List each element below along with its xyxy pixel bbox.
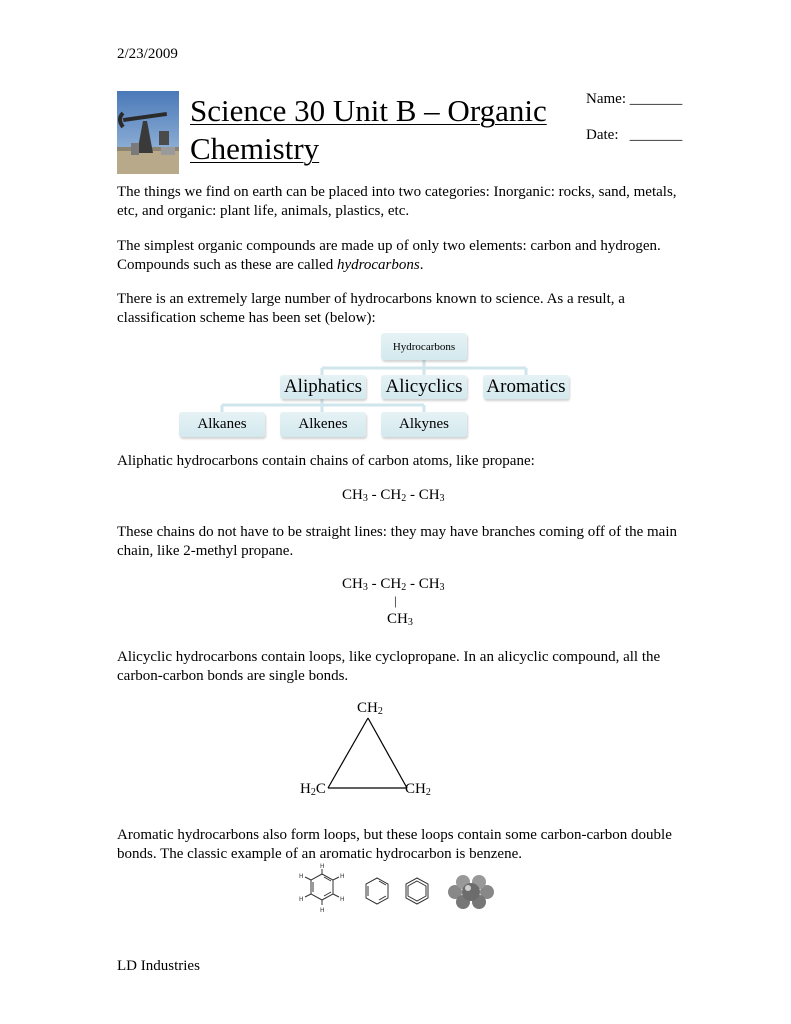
p2-end: . [419, 257, 424, 273]
paragraph-aliphatic: Aliphatic hydrocarbons contain chains of carbon atoms, like propane: [117, 453, 535, 469]
cp-right-sub: 2 [425, 787, 431, 798]
benzene-h-5: H [299, 896, 304, 903]
ch-b: CH [380, 487, 402, 503]
p2-emphasis: hydrocarbons [336, 257, 420, 273]
benzene-h-4: H [320, 907, 325, 914]
pumpjack-photo [117, 91, 179, 174]
paragraph-classification: There is an extremely large number of hydrocarbons known to science. As a result, a classification scheme has been set (below): [117, 291, 625, 326]
benzene-h-2: H [340, 873, 345, 880]
cp-right-ch: CH [405, 781, 426, 797]
sub-g: 3 [407, 617, 413, 628]
sep-c: - [367, 576, 381, 592]
benzene-figures [295, 862, 500, 922]
benzene-kekule-icon [366, 878, 388, 904]
ch-f: CH [418, 576, 440, 592]
date-field: Date: _______ [586, 127, 683, 143]
ch-d: CH [342, 576, 363, 592]
propane-formula [342, 487, 445, 504]
branch-methyl [387, 611, 413, 628]
paragraph-hydrocarbons [117, 237, 677, 275]
cp-right-label [405, 781, 431, 798]
ch-a: CH [342, 487, 363, 503]
name-field: Name: _______ [586, 91, 683, 107]
page-title [190, 92, 547, 168]
benzene-spacefill-icon [448, 875, 494, 909]
benzene-h-3: H [340, 896, 345, 903]
node-alkynes: Alkynes [381, 412, 467, 437]
sub-e: 2 [401, 582, 407, 593]
node-alicyclics: Alicyclics [381, 375, 467, 399]
branch-bond: | [394, 593, 397, 608]
cp-left-c: C [315, 781, 326, 797]
sub-a: 3 [362, 493, 368, 504]
cp-left-h: H [300, 781, 311, 797]
benzene-drawings [295, 862, 500, 922]
node-hydrocarbons: Hydrocarbons [381, 333, 467, 360]
sub-f: 3 [439, 582, 445, 593]
node-aliphatics: Aliphatics [280, 375, 366, 399]
benzene-structural-icon [305, 869, 339, 905]
p2-text: The simplest organic compounds are made up of only two elements: carbon and hydrogen. Compounds such as these are called [117, 238, 661, 273]
paragraph-aromatic: Aromatic hydrocarbons also form loops, but these loops contain some carbon-carbon double bonds. The classic example of an aromatic hydrocarbon is benzene. [117, 827, 672, 862]
paragraph-branches: These chains do not have to be straight lines: they may have branches coming off of the main chain, like 2-methyl propane. [117, 524, 677, 559]
node-aromatics: Aromatics [483, 375, 569, 399]
benzene-h-6: H [299, 873, 304, 880]
cp-top-label [357, 700, 383, 717]
cp-left-sub: 2 [310, 787, 316, 798]
ch-e: CH [380, 576, 402, 592]
sep-a: - [367, 487, 381, 503]
ch-g: CH [387, 611, 408, 627]
sub-b: 2 [401, 493, 407, 504]
cp-top-ch: CH [357, 700, 378, 716]
benzene-ring-icon [406, 878, 428, 904]
sub-c: 3 [439, 493, 445, 504]
header-date: 2/23/2009 [117, 46, 178, 62]
paragraph-alicyclic: Alicyclic hydrocarbons contain loops, like cyclopropane. In an alicyclic compound, all the carbon-carbon bonds are single bonds. [117, 649, 661, 684]
sep-b: - [406, 487, 419, 503]
cp-left-label [300, 781, 326, 798]
title-line-1: Science 30 Unit B – Organic [190, 93, 547, 128]
node-alkanes: Alkanes [179, 412, 265, 437]
benzene-h-1: H [320, 863, 325, 870]
ch-c: CH [418, 487, 440, 503]
paragraph-categories: The things we find on earth can be placed into two categories: Inorganic: rocks, sand, metals, etc, and organic: plant life, animals, plastics, etc. [117, 184, 677, 219]
sep-d: - [406, 576, 419, 592]
sub-d: 3 [362, 582, 368, 593]
node-alkenes: Alkenes [280, 412, 366, 437]
title-line-2: Chemistry [190, 131, 320, 166]
cp-top-sub: 2 [377, 706, 383, 717]
methylpropane-formula [342, 576, 445, 593]
footer-company: LD Industries [117, 958, 200, 974]
